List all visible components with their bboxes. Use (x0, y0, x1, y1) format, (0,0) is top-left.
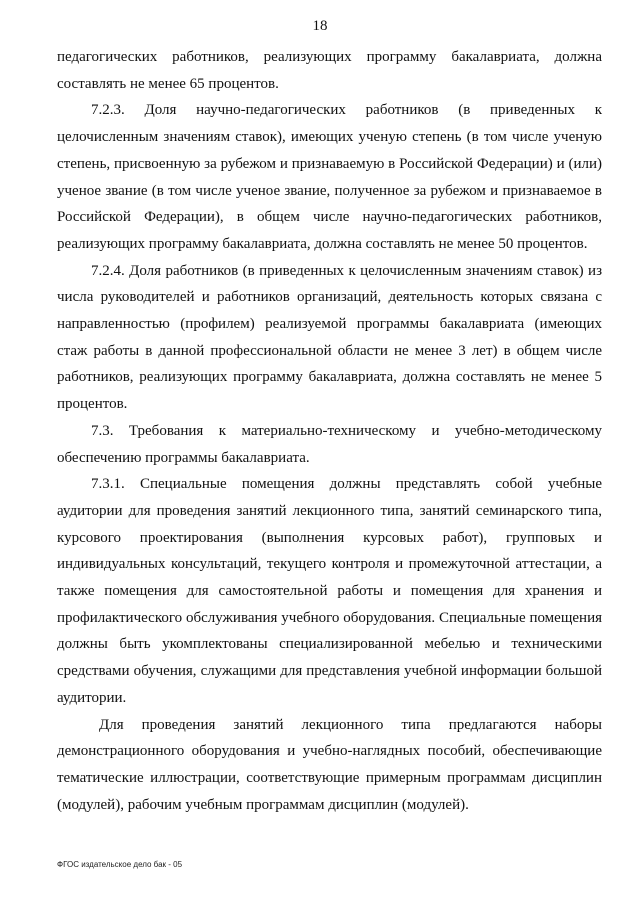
paragraph-lecture-equipment: Для проведения занятий лекционного типа предлагаются наборы демонстрационного оборудования и учебно-наглядных пособий, обеспечивающие тематические иллюстрации, соответствующие примерным программам дисциплин (модулей), рабочим учебным программам дисциплин (модулей). (57, 716, 602, 813)
paragraph-7-2-4: 7.2.4. Доля работников (в приведенных к целочисленным значениям ставок) из числа руководителей и работников организаций, деятельность которых связана с направленностью (профилем) реализуемой программы бакалавриата (имеющих стаж работы в данной профессиональной области не менее 3 лет) в общем числе работников, реализующих программу бакалавриата, должна составлять не менее 5 процентов. (57, 262, 602, 413)
paragraph-7-3-1: 7.3.1. Специальные помещения должны представлять собой учебные аудитории для проведения занятий лекционного типа, занятий семинарского типа, курсового проектирования (выполнения курсовых работ), групповых и индивидуальных консультаций, текущего контроля и промежуточной аттестации, а также помещения для самостоятельной работы и помещения для хранения и профилактического обслуживания учебного оборудования. Специальные помещения должны быть укомплектованы специализированной мебелью и техническими средствами обучения, служащими для представления учебной информации большой аудитории. (57, 476, 602, 706)
paragraph-7-3: 7.3. Требования к материально-техническому и учебно-методическому обеспечению программы бакалавриата. (57, 422, 602, 466)
paragraph-7-2-3: 7.2.3. Доля научно-педагогических работников (в приведенных к целочисленным значениям ставок), имеющих ученую степень (в том числе ученую степень, присвоенную за рубежом и признаваемую в Российской Федерации) и (или) ученое звание (в том числе ученое звание, полученное за рубежом и признаваемое в Российской Федерации), в общем числе научно-педагогических работников, реализующих программу бакалавриата, должна составлять не менее 50 процентов. (57, 102, 602, 252)
page-number: 18 (312, 18, 328, 34)
document-footer: ФГОС издательское дело бак - 05 (57, 860, 183, 869)
paragraph-continuation: педагогических работников, реализующих программу бакалавриата, должна составлять не менее 65 процентов. (57, 49, 602, 92)
document-body (57, 44, 602, 818)
